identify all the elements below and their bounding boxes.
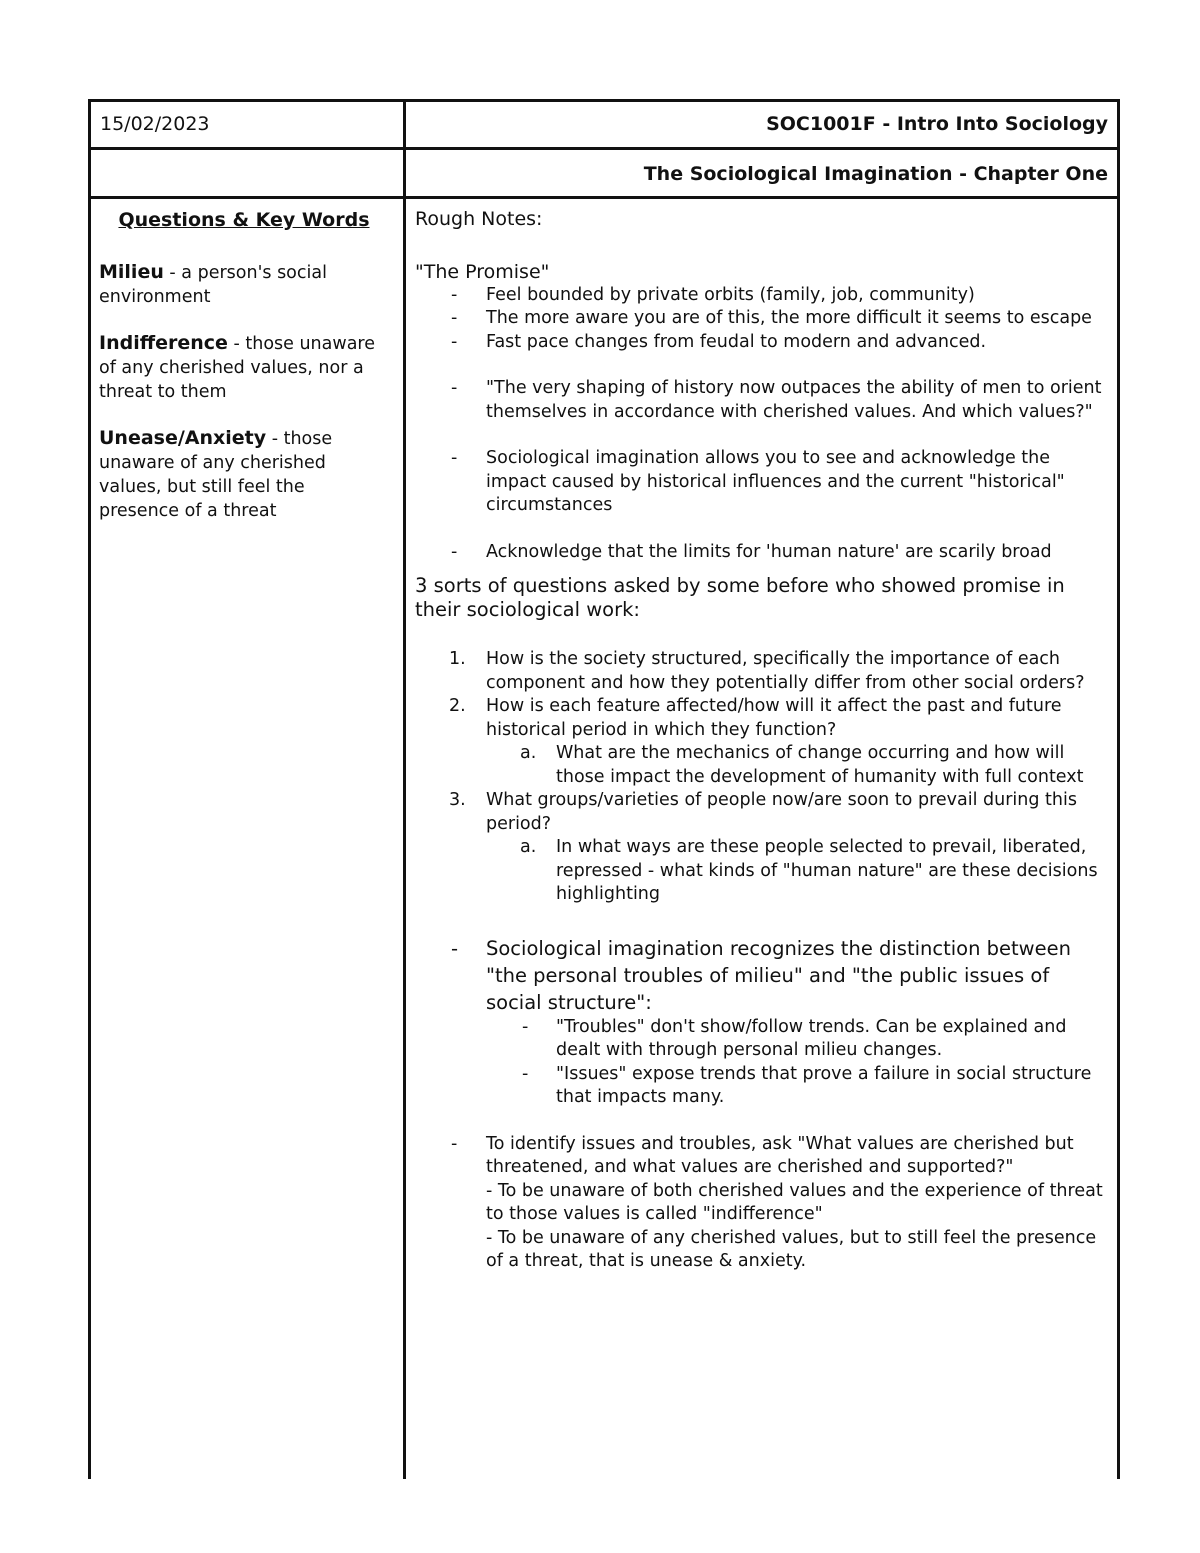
keyword-term: Unease/Anxiety [99, 427, 267, 449]
letter-marker: a. [520, 837, 537, 857]
numbered-item: 3. What groups/varieties of people now/are soon to prevail during this period? a. In what ways are these people selected to prevail, liberated, repressed - what kinds of "human nature" are these decisions highlighting [415, 789, 1110, 907]
sub-item: - "Troubles" don't show/follow trends. Can be explained and dealt with through personal milieu changes. [522, 1016, 1067, 1060]
number-marker: 2. [449, 696, 466, 716]
course-title: SOC1001F - Intro Into Sociology [766, 113, 1108, 135]
numbered-item: 1. How is the society structured, specifically the importance of each component and how they potentially differ from other social orders? [449, 649, 1085, 693]
list-item: - Fast pace changes from feudal to modern and advanced. [415, 331, 1110, 355]
rough-notes-heading: Rough Notes: [415, 208, 543, 230]
sub-item: a. In what ways are these people selected to prevail, liberated, repressed - what kinds of "human nature" are these decisions highlighting [520, 837, 1098, 904]
keyword-entry [99, 260, 389, 309]
section-title: "The Promise" [415, 260, 550, 283]
bullet-marker: - [451, 448, 458, 468]
table-left-border [88, 99, 91, 1479]
table-top-border [88, 99, 1120, 102]
keyword-definition: - those unaware of any cherished values, nor a threat to them [99, 334, 375, 402]
keyword-term: Indifference [99, 332, 228, 354]
bullet-marker: - [451, 331, 458, 352]
bullet-marker: - [451, 284, 458, 305]
questions-intro: 3 sorts of questions asked by some before who showed promise in their sociological work: [415, 574, 1065, 621]
keyword-term: Milieu [99, 261, 164, 283]
table-column-divider [403, 99, 406, 1479]
list-item: - To identify issues and troubles, ask "What values are cherished but threatened, and what values are cherished and supported?" - To be unaware of both cherished values and the experience of threat to those values is called "indifference" - To be unaware of any cherished values, but to still feel the presence of a threat, that is unease & anxiety. [451, 1133, 1103, 1271]
keywords-heading: Questions & Key Words [118, 209, 370, 231]
bullet-marker: - [451, 936, 459, 960]
table-row-divider-2 [88, 196, 1120, 199]
chapter-title: The Sociological Imagination - Chapter One [643, 163, 1108, 185]
bullet-marker: - [522, 1016, 529, 1037]
list-item: - Sociological imagination allows you to see and acknowledge the impact caused by historical influences and the current "historical" circumstances [451, 448, 1065, 515]
bullet-marker: - [451, 378, 458, 398]
table-row-divider-1 [88, 147, 1120, 150]
keyword-entry [99, 426, 389, 523]
number-marker: 3. [449, 790, 466, 810]
numbered-item: 2. How is each feature affected/how will it affect the past and future historical period in which they function? a. What are the mechanics of change occurring and how will those impact the development of humanity with full context [415, 695, 1110, 789]
note-date: 15/02/2023 [100, 113, 210, 135]
list-item: - Acknowledge that the limits for 'human nature' are scarily broad [415, 541, 1110, 565]
notes-column [415, 208, 1110, 1274]
keyword-definition: - a person's social environment [99, 263, 327, 307]
bullet-marker: - [451, 541, 458, 562]
list-item: - Feel bounded by private orbits (family, job, community) [415, 284, 1110, 308]
bullet-marker: - [522, 1063, 529, 1084]
sub-item: a. What are the mechanics of change occurring and how will those impact the development of humanity with full context [520, 743, 1084, 787]
table-right-border [1117, 99, 1120, 1479]
bullet-marker: - [451, 308, 458, 328]
list-item: - Sociological imagination recognizes the distinction between "the personal troubles of milieu" and "the public issues of social structure": - "Troubles" don't show/follow trends. Can be explained and dealt with through personal milieu changes. - "Issues" expose trends that prove a failure in social structure that impacts many. [415, 935, 1110, 1110]
keywords-column [99, 208, 389, 545]
number-marker: 1. [449, 649, 466, 669]
list-item: - The more aware you are of this, the more difficult it seems to escape [415, 307, 1110, 331]
list-item: - "The very shaping of history now outpaces the ability of men to orient themselves in accordance with cherished values. And which values?" [451, 378, 1102, 422]
keyword-entry [99, 331, 389, 404]
sub-item: - "Issues" expose trends that prove a failure in social structure that impacts many. [522, 1063, 1092, 1107]
bullet-marker: - [451, 1133, 458, 1154]
letter-marker: a. [520, 743, 537, 763]
keyword-definition: - those unaware of any cherished values, but still feel the presence of a threat [99, 429, 333, 521]
